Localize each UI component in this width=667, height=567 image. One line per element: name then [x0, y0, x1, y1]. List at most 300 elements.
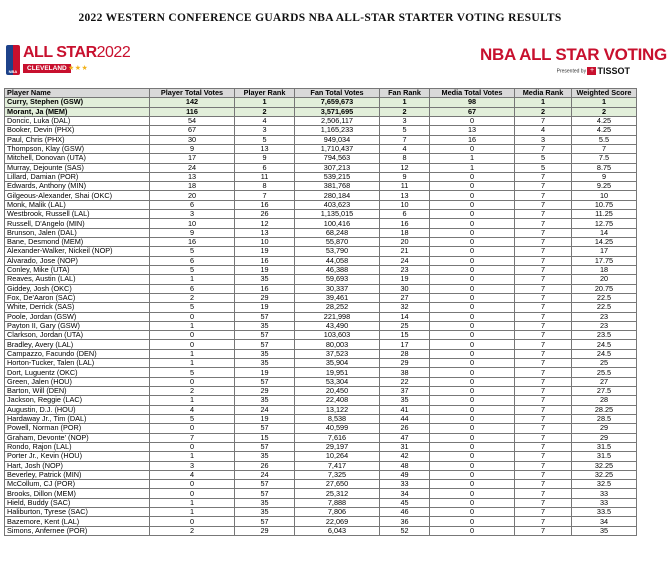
table-cell: 7	[515, 219, 572, 228]
player-name-cell: Edwards, Anthony (MIN)	[5, 182, 150, 191]
table-cell: 28,252	[295, 303, 380, 312]
table-cell: 0	[430, 200, 515, 209]
table-cell: 32.25	[572, 461, 637, 470]
table-cell: 7	[515, 191, 572, 200]
table-cell: 35	[235, 508, 295, 517]
table-header-row	[5, 89, 637, 98]
table-cell: 6	[150, 256, 235, 265]
table-cell: 19	[235, 368, 295, 377]
table-cell: 4	[150, 405, 235, 414]
table-cell: 59,693	[295, 275, 380, 284]
table-cell: 1	[150, 275, 235, 284]
column-header: Player Name	[5, 89, 150, 98]
table-cell: 55,870	[295, 238, 380, 247]
table-cell: 25,312	[295, 489, 380, 498]
table-row	[5, 200, 637, 209]
table-cell: 0	[430, 396, 515, 405]
table-cell: 24	[150, 163, 235, 172]
table-cell: 4.25	[572, 116, 637, 125]
table-row	[5, 321, 637, 330]
table-cell: 1,135,015	[295, 210, 380, 219]
table-cell: 40,599	[295, 424, 380, 433]
player-name-cell: Giddey, Josh (OKC)	[5, 284, 150, 293]
table-cell: 14.25	[572, 238, 637, 247]
table-cell: 3,571,695	[295, 107, 380, 116]
table-cell: 23	[572, 321, 637, 330]
table-cell: 6	[380, 210, 430, 219]
table-cell: 34	[380, 489, 430, 498]
table-cell: 3	[150, 210, 235, 219]
player-name-cell: Payton II, Gary (GSW)	[5, 321, 150, 330]
table-cell: 0	[150, 340, 235, 349]
table-cell: 0	[430, 405, 515, 414]
table-cell: 2	[515, 107, 572, 116]
table-cell: 35	[235, 349, 295, 358]
table-cell: 0	[430, 461, 515, 470]
table-cell: 19	[380, 275, 430, 284]
table-cell: 31.5	[572, 442, 637, 451]
player-name-cell: Alvarado, Jose (NOP)	[5, 256, 150, 265]
player-name-cell: Lillard, Damian (POR)	[5, 172, 150, 181]
table-cell: 7	[515, 377, 572, 386]
table-cell: 10	[572, 191, 637, 200]
table-row	[5, 526, 637, 535]
table-cell: 26	[235, 210, 295, 219]
table-cell: 7.5	[572, 154, 637, 163]
table-row	[5, 98, 637, 107]
presented-by	[480, 66, 630, 76]
player-name-cell: Haliburton, Tyrese (SAC)	[5, 508, 150, 517]
table-cell: 19	[235, 303, 295, 312]
table-row	[5, 433, 637, 442]
table-cell: 20	[572, 275, 637, 284]
table-cell: 5	[515, 154, 572, 163]
table-cell: 18	[150, 182, 235, 191]
table-row	[5, 461, 637, 470]
table-cell: 57	[235, 312, 295, 321]
table-cell: 0	[150, 480, 235, 489]
table-cell: 0	[430, 517, 515, 526]
table-cell: 7	[150, 433, 235, 442]
table-cell: 37,523	[295, 349, 380, 358]
table-cell: 35	[235, 396, 295, 405]
table-cell: 57	[235, 424, 295, 433]
table-row	[5, 265, 637, 274]
table-cell: 28	[380, 349, 430, 358]
table-cell: 17	[572, 247, 637, 256]
table-cell: 13	[235, 144, 295, 153]
table-cell: 0	[430, 182, 515, 191]
table-cell: 100,416	[295, 219, 380, 228]
player-name-cell: Jackson, Reggie (LAC)	[5, 396, 150, 405]
table-cell: 37	[380, 387, 430, 396]
table-cell: 10	[235, 238, 295, 247]
table-cell: 29	[572, 433, 637, 442]
table-cell: 949,034	[295, 135, 380, 144]
table-cell: 0	[430, 387, 515, 396]
player-name-cell: Augustin, D.J. (HOU)	[5, 405, 150, 414]
table-cell: 0	[430, 238, 515, 247]
table-row	[5, 238, 637, 247]
table-row	[5, 247, 637, 256]
table-cell: 0	[430, 172, 515, 181]
table-cell: 280,184	[295, 191, 380, 200]
table-cell: 35	[235, 275, 295, 284]
table-row	[5, 359, 637, 368]
table-cell: 57	[235, 377, 295, 386]
table-cell: 26	[235, 461, 295, 470]
table-cell: 52	[380, 526, 430, 535]
player-name-cell: Horton-Tucker, Talen (LAL)	[5, 359, 150, 368]
table-cell: 7	[515, 526, 572, 535]
table-cell: 1	[515, 98, 572, 107]
table-cell: 2	[150, 293, 235, 302]
table-cell: 9	[572, 172, 637, 181]
table-cell: 17	[380, 340, 430, 349]
table-cell: 0	[430, 210, 515, 219]
table-cell: 9	[235, 154, 295, 163]
table-body	[5, 98, 637, 536]
table-cell: 3	[380, 116, 430, 125]
nba-badge-text: NBA	[8, 69, 18, 74]
cleveland-label: CLEVELAND	[23, 64, 71, 73]
table-row	[5, 191, 637, 200]
table-cell: 33	[572, 498, 637, 507]
table-cell: 57	[235, 480, 295, 489]
table-row	[5, 368, 637, 377]
table-cell: 7	[515, 228, 572, 237]
table-cell: 29,197	[295, 442, 380, 451]
table-cell: 28.5	[572, 414, 637, 423]
table-cell: 3	[515, 135, 572, 144]
table-row	[5, 414, 637, 423]
table-cell: 103,603	[295, 331, 380, 340]
table-cell: 7	[515, 433, 572, 442]
table-cell: 7	[515, 359, 572, 368]
table-cell: 0	[430, 219, 515, 228]
table-cell: 31.5	[572, 452, 637, 461]
table-cell: 43,490	[295, 321, 380, 330]
player-name-cell: McCollum, CJ (POR)	[5, 480, 150, 489]
player-name-cell: Simons, Anfernee (POR)	[5, 526, 150, 535]
table-cell: 7,417	[295, 461, 380, 470]
table-cell: 7	[515, 452, 572, 461]
table-row	[5, 256, 637, 265]
player-name-cell: Beverley, Patrick (MIN)	[5, 470, 150, 479]
table-cell: 24	[235, 405, 295, 414]
table-cell: 7	[515, 498, 572, 507]
table-cell: 0	[430, 349, 515, 358]
player-name-cell: Dort, Luguentz (OKC)	[5, 368, 150, 377]
table-cell: 0	[150, 331, 235, 340]
table-cell: 0	[430, 275, 515, 284]
column-header: Fan Rank	[380, 89, 430, 98]
table-cell: 32.5	[572, 480, 637, 489]
table-row	[5, 172, 637, 181]
table-cell: 0	[430, 331, 515, 340]
sponsor-name: TISSOT	[597, 66, 630, 76]
player-name-cell: Brunson, Jalen (DAL)	[5, 228, 150, 237]
table-cell: 7	[515, 424, 572, 433]
table-cell: 6,043	[295, 526, 380, 535]
table-row	[5, 116, 637, 125]
table-cell: 39,461	[295, 293, 380, 302]
table-cell: 22	[380, 377, 430, 386]
table-cell: 7	[515, 489, 572, 498]
player-name-cell: Gilgeous-Alexander, Shai (OKC)	[5, 191, 150, 200]
table-cell: 5	[380, 126, 430, 135]
table-cell: 5	[515, 163, 572, 172]
table-row	[5, 331, 637, 340]
table-cell: 1	[150, 396, 235, 405]
table-cell: 1	[235, 98, 295, 107]
table-cell: 7	[515, 470, 572, 479]
table-cell: 1	[150, 498, 235, 507]
column-header: Weighted Score	[572, 89, 637, 98]
table-cell: 0	[430, 508, 515, 517]
table-cell: 57	[235, 442, 295, 451]
table-cell: 13	[235, 228, 295, 237]
table-cell: 44	[380, 414, 430, 423]
table-cell: 9.25	[572, 182, 637, 191]
table-cell: 3	[150, 461, 235, 470]
table-row	[5, 107, 637, 116]
table-cell: 22,408	[295, 396, 380, 405]
table-cell: 17.75	[572, 256, 637, 265]
player-name-cell: Doncic, Luka (DAL)	[5, 116, 150, 125]
table-cell: 10	[150, 219, 235, 228]
table-row	[5, 126, 637, 135]
table-cell: 1	[430, 163, 515, 172]
table-cell: 12.75	[572, 219, 637, 228]
table-row	[5, 284, 637, 293]
table-cell: 57	[235, 331, 295, 340]
table-cell: 0	[430, 247, 515, 256]
table-cell: 2	[235, 107, 295, 116]
table-cell: 7	[515, 508, 572, 517]
table-row	[5, 387, 637, 396]
table-cell: 20.75	[572, 284, 637, 293]
table-row	[5, 470, 637, 479]
table-cell: 7,888	[295, 498, 380, 507]
table-cell: 0	[430, 265, 515, 274]
player-name-cell: Curry, Stephen (GSW)	[5, 98, 150, 107]
table-cell: 14	[380, 312, 430, 321]
table-cell: 20	[380, 238, 430, 247]
table-cell: 19	[235, 414, 295, 423]
table-cell: 28	[572, 396, 637, 405]
table-cell: 0	[430, 191, 515, 200]
table-cell: 16	[235, 284, 295, 293]
player-name-cell: Clarkson, Jordan (UTA)	[5, 331, 150, 340]
table-cell: 42	[380, 452, 430, 461]
table-cell: 53,304	[295, 377, 380, 386]
table-cell: 0	[150, 517, 235, 526]
player-name-cell: Russell, D'Angelo (MIN)	[5, 219, 150, 228]
table-cell: 23	[572, 312, 637, 321]
table-cell: 1	[430, 154, 515, 163]
table-cell: 57	[235, 517, 295, 526]
table-cell: 24	[380, 256, 430, 265]
table-cell: 7	[235, 191, 295, 200]
table-row	[5, 144, 637, 153]
table-cell: 7	[515, 442, 572, 451]
player-name-cell: Conley, Mike (UTA)	[5, 265, 150, 274]
nba-all-star-voting-logo	[480, 45, 667, 86]
table-cell: 7	[572, 144, 637, 153]
table-row	[5, 303, 637, 312]
table-cell: 16	[380, 219, 430, 228]
column-header: Media Rank	[515, 89, 572, 98]
table-row	[5, 228, 637, 237]
table-cell: 12	[235, 219, 295, 228]
table-cell: 7	[515, 182, 572, 191]
table-cell: 3	[235, 126, 295, 135]
table-cell: 0	[150, 489, 235, 498]
table-cell: 21	[380, 247, 430, 256]
table-cell: 16	[150, 238, 235, 247]
table-cell: 0	[430, 228, 515, 237]
table-cell: 16	[430, 135, 515, 144]
table-cell: 35	[235, 359, 295, 368]
table-cell: 0	[430, 359, 515, 368]
table-cell: 6	[150, 200, 235, 209]
table-cell: 19,951	[295, 368, 380, 377]
table-cell: 7	[515, 293, 572, 302]
voting-results-table	[4, 88, 637, 536]
table-cell: 0	[430, 442, 515, 451]
allstar-main: ALL STAR	[23, 44, 97, 61]
table-cell: 16	[235, 256, 295, 265]
table-row	[5, 182, 637, 191]
table-cell: 7	[515, 303, 572, 312]
player-name-cell: Hardaway Jr., Tim (DAL)	[5, 414, 150, 423]
table-cell: 2	[572, 107, 637, 116]
table-cell: 2	[150, 526, 235, 535]
table-cell: 7	[515, 480, 572, 489]
player-name-cell: White, Derrick (SAS)	[5, 303, 150, 312]
table-cell: 307,213	[295, 163, 380, 172]
table-row	[5, 340, 637, 349]
player-name-cell: Murray, Dejounte (SAS)	[5, 163, 150, 172]
table-cell: 116	[150, 107, 235, 116]
table-cell: 35	[235, 321, 295, 330]
table-cell: 5	[150, 414, 235, 423]
table-cell: 142	[150, 98, 235, 107]
table-cell: 4	[515, 126, 572, 135]
table-cell: 0	[430, 340, 515, 349]
table-row	[5, 517, 637, 526]
table-cell: 0	[430, 424, 515, 433]
table-cell: 0	[430, 368, 515, 377]
table-cell: 27	[380, 293, 430, 302]
table-cell: 10,264	[295, 452, 380, 461]
table-cell: 0	[430, 433, 515, 442]
table-cell: 0	[430, 480, 515, 489]
table-cell: 7	[515, 144, 572, 153]
table-cell: 29	[572, 424, 637, 433]
table-cell: 7	[515, 256, 572, 265]
table-cell: 20	[150, 191, 235, 200]
table-cell: 32	[380, 303, 430, 312]
table-cell: 35	[380, 396, 430, 405]
table-cell: 11	[380, 182, 430, 191]
player-name-cell: Brooks, Dillon (MEM)	[5, 489, 150, 498]
table-cell: 8.75	[572, 163, 637, 172]
table-cell: 0	[150, 312, 235, 321]
table-cell: 794,563	[295, 154, 380, 163]
table-cell: 5	[150, 368, 235, 377]
table-cell: 7	[515, 172, 572, 181]
table-cell: 4.25	[572, 126, 637, 135]
table-cell: 6	[150, 284, 235, 293]
table-cell: 7	[515, 414, 572, 423]
player-name-cell: Thompson, Klay (GSW)	[5, 144, 150, 153]
table-cell: 0	[430, 470, 515, 479]
table-cell: 35,904	[295, 359, 380, 368]
table-cell: 7	[515, 238, 572, 247]
table-cell: 67	[150, 126, 235, 135]
table-cell: 2,506,117	[295, 116, 380, 125]
table-cell: 14	[572, 228, 637, 237]
table-cell: 68,248	[295, 228, 380, 237]
table-cell: 41	[380, 405, 430, 414]
presented-by-text: Presented by	[556, 68, 587, 75]
table-row	[5, 275, 637, 284]
player-name-cell: Westbrook, Russell (LAL)	[5, 210, 150, 219]
table-row	[5, 424, 637, 433]
table-cell: 13	[150, 172, 235, 181]
table-cell: 0	[430, 144, 515, 153]
table-cell: 7	[515, 265, 572, 274]
table-cell: 18	[572, 265, 637, 274]
table-cell: 11	[235, 172, 295, 181]
table-cell: 67	[430, 107, 515, 116]
table-cell: 24.5	[572, 340, 637, 349]
stars-icon: ★★★	[68, 65, 89, 72]
table-cell: 35	[235, 498, 295, 507]
table-cell: 23.5	[572, 331, 637, 340]
allstar-wordmark	[23, 44, 130, 62]
table-cell: 30	[150, 135, 235, 144]
table-cell: 1	[380, 98, 430, 107]
table-cell: 48	[380, 461, 430, 470]
table-cell: 1	[150, 321, 235, 330]
table-cell: 381,768	[295, 182, 380, 191]
table-cell: 22.5	[572, 293, 637, 302]
player-name-cell: Porter Jr., Kevin (HOU)	[5, 452, 150, 461]
nba-logo-icon	[6, 45, 20, 75]
table-row	[5, 480, 637, 489]
player-name-cell: Bane, Desmond (MEM)	[5, 238, 150, 247]
table-cell: 0	[430, 498, 515, 507]
player-name-cell: Powell, Norman (POR)	[5, 424, 150, 433]
table-cell: 19	[235, 247, 295, 256]
table-cell: 17	[150, 154, 235, 163]
table-cell: 13	[430, 126, 515, 135]
player-name-cell: Hield, Buddy (SAC)	[5, 498, 150, 507]
player-name-cell: Fox, De'Aaron (SAC)	[5, 293, 150, 302]
table-cell: 1	[150, 452, 235, 461]
table-row	[5, 135, 637, 144]
table-row	[5, 405, 637, 414]
table-cell: 0	[150, 377, 235, 386]
table-cell: 27,650	[295, 480, 380, 489]
table-cell: 7	[515, 517, 572, 526]
table-cell: 4	[150, 470, 235, 479]
table-cell: 7	[515, 340, 572, 349]
table-row	[5, 163, 637, 172]
